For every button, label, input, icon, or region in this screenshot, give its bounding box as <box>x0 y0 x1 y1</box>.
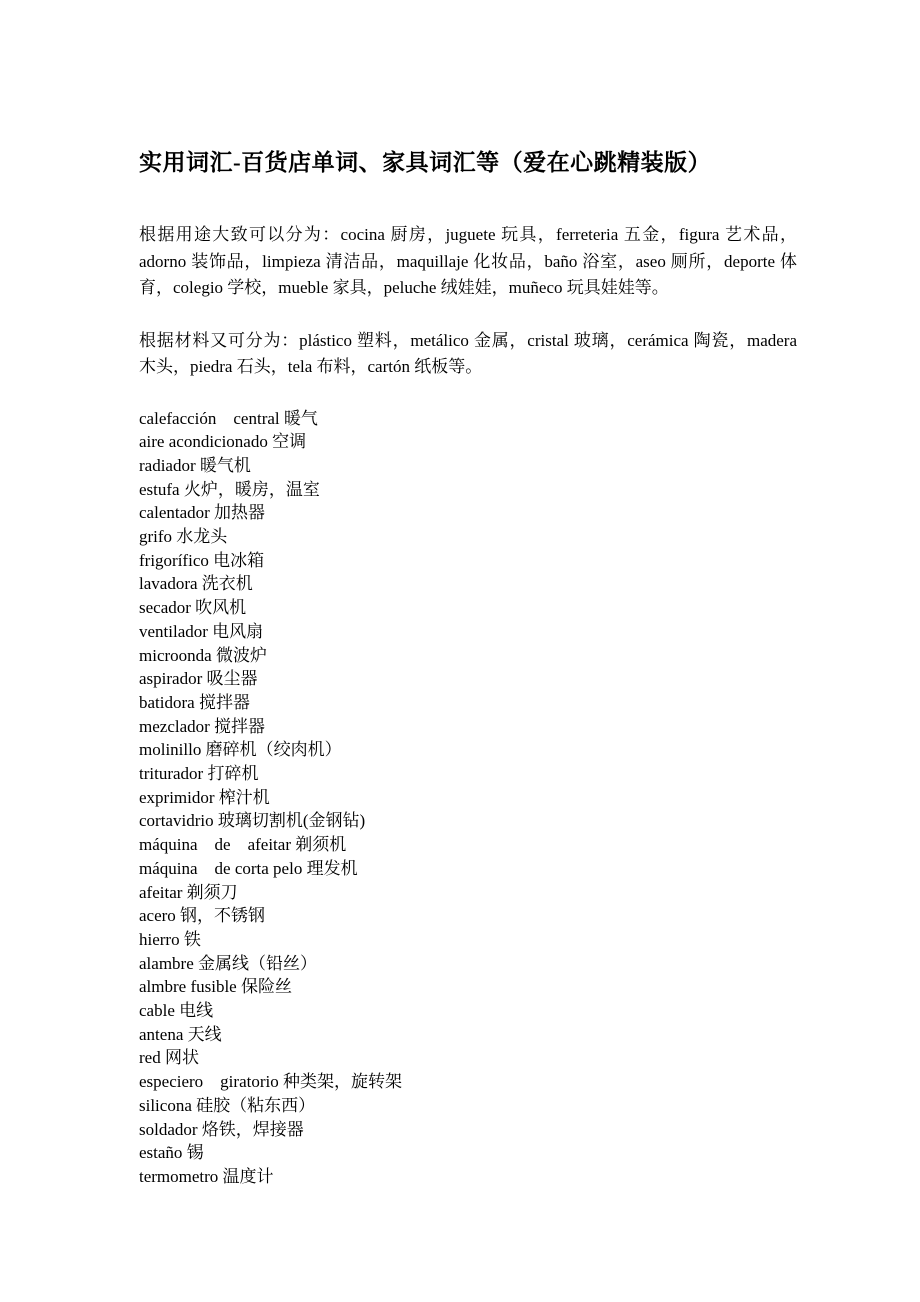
vocab-item: cable 电线 <box>139 1001 214 1021</box>
vocab-item: lavadora 洗衣机 <box>139 574 253 594</box>
vocab-item: ventilador 电风扇 <box>139 621 264 641</box>
vocab-item: silicona 硅胶（粘东西） <box>139 1095 316 1115</box>
vocab-item: aire acondicionado 空调 <box>139 432 307 452</box>
vocab-item: estaño 锡 <box>139 1143 204 1163</box>
vocab-item: molinillo 磨碎机（绞肉机） <box>139 740 342 760</box>
vocab-item: soldador 烙铁，焊接器 <box>139 1119 304 1139</box>
vocab-item: antena 天线 <box>139 1024 222 1044</box>
vocab-item: radiador 暖气机 <box>139 455 251 475</box>
vocab-item: triturador 打碎机 <box>139 764 259 784</box>
vocab-item: microonda 微波炉 <box>139 645 267 665</box>
vocab-item: frigorífico 电冰箱 <box>139 550 265 570</box>
vocab-item: acero 钢，不锈钢 <box>139 906 266 926</box>
vocab-item: cortavidrio 玻璃切割机(金钢钻) <box>139 811 366 831</box>
vocab-item: calentador 加热器 <box>139 503 266 523</box>
vocab-item: batidora 搅拌器 <box>139 692 250 712</box>
vocab-item: mezclador 搅拌器 <box>139 716 266 736</box>
vocab-item: grifo 水龙头 <box>139 527 228 547</box>
vocab-item: hierro 铁 <box>139 929 201 949</box>
intro-paragraph-material: 根据材料又可分为：plástico 塑料，metálico 金属，cristal 玻璃，cerámica 陶瓷，madera 木头，piedra 石头，tela 布料，cartón 纸板等。 <box>139 330 797 376</box>
vocab-item: red 网状 <box>139 1048 199 1068</box>
vocab-item: máquina de afeitar 剃须机 <box>139 835 347 855</box>
vocab-item: afeitar 剃须刀 <box>139 882 238 902</box>
vocab-item: secador 吹风机 <box>139 598 247 618</box>
vocab-item: aspirador 吸尘器 <box>139 669 258 689</box>
vocab-list <box>139 407 797 1189</box>
vocab-item: alambre 金属线（铅丝） <box>139 953 317 973</box>
vocab-item: calefacción central 暖气 <box>139 408 318 428</box>
vocab-item: exprimidor 榨汁机 <box>139 787 270 807</box>
vocab-item: máquina de corta pelo 理发机 <box>139 858 358 878</box>
document-content <box>139 148 797 1189</box>
intro-paragraph-usage: 根据用途大致可以分为：cocina 厨房，juguete 玩具，ferreteria 五金，figura 艺术品，adorno 装饰品，limpieza 清洁品，maquillaje 化妆品，baño 浴室，aseo 厕所，deporte 体育，colegio 学校，mueble 家具，peluche 绒娃娃，muñeco 玩具娃娃等。 <box>139 225 797 297</box>
vocab-item: almbre fusible 保险丝 <box>139 977 292 997</box>
vocab-item: estufa 火炉，暖房，温室 <box>139 479 320 499</box>
vocab-item: termometro 温度计 <box>139 1167 274 1186</box>
document-title: 实用词汇-百货店单词、家具词汇等（爱在心跳精装版） <box>139 150 712 175</box>
vocab-item: especiero giratorio 种类架，旋转架 <box>139 1072 402 1092</box>
